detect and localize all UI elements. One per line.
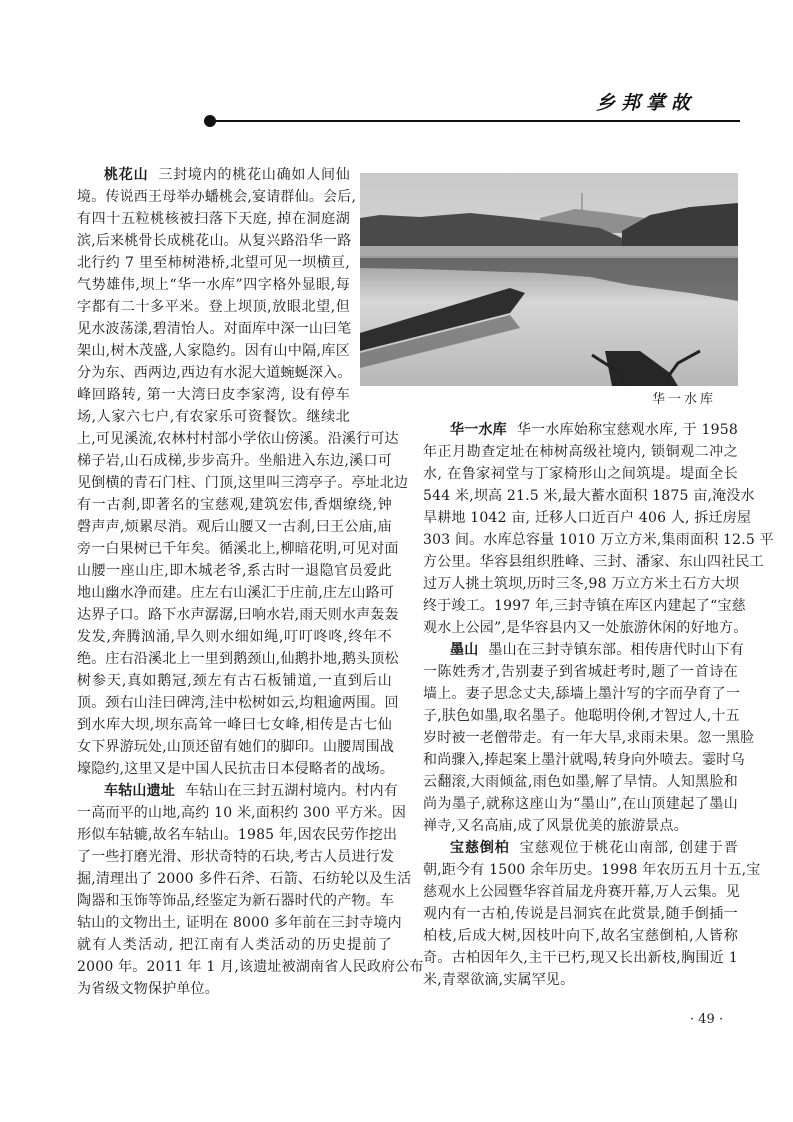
line-text: 墨山在三封寺镇东部。相传唐代时山下有 — [488, 642, 745, 658]
text-line — [77, 714, 392, 736]
text-line — [104, 780, 398, 802]
line-text: 到水库大坝,坝东高耸一峰曰七女峰,相传是古七仙 — [77, 717, 392, 733]
line-text: 梯子岩,山石成梯,步步高升。坐船进入东边,溪口可 — [77, 453, 392, 469]
line-text: 顶。颈右山洼曰碑湾,洼中松树如云,均粗逾两围。回 — [77, 695, 399, 711]
text-line — [77, 912, 402, 934]
line-text: 旱耕地 1042 亩, 迁移人口近百户 406 人, 拆迁房屋 — [423, 510, 752, 526]
section-heading: 宝慈倒柏 — [450, 840, 510, 856]
line-text: 山腰一座山庄,即木城老爷,系古时一退隐官员爱此 — [77, 563, 392, 579]
text-line — [423, 705, 738, 727]
text-line — [77, 318, 350, 340]
line-text: 过万人挑土筑坝,历时三冬,98 万立方米土石方大坝 — [423, 576, 740, 592]
text-line — [423, 661, 738, 683]
text-line — [423, 969, 738, 991]
line-text: 宝慈观位于桃花山南部, 创建于晋 — [519, 840, 738, 856]
line-text: 544 米,坝高 21.5 米,最大蓄水面积 1875 亩,淹没水 — [423, 488, 755, 504]
reservoir-photo — [360, 173, 738, 386]
line-text: 形似车轱辘,故名车轱山。1985 年,因农民劳作挖出 — [77, 827, 398, 843]
column-title: 乡邦掌故 — [596, 92, 697, 114]
line-text: 墙上。妻子思念丈夫,舔墙上墨汁写的字而孕育了一 — [423, 686, 741, 702]
line-text: 2000 年。2011 年 1 月,该遗址被湖南省人民政府公布 — [77, 959, 424, 975]
line-text: 三封境内的桃花山确如人间仙 — [158, 167, 350, 183]
text-line — [423, 749, 745, 771]
line-text: 观水上公园”,是华容县内又一处旅游休闲的好地方。 — [423, 620, 748, 636]
text-line — [423, 573, 738, 595]
line-text: 一陈姓秀才,告别妻子到省城赶考时,题了一首诗在 — [423, 664, 738, 680]
text-line — [423, 485, 755, 507]
header-rule — [210, 120, 740, 122]
text-line — [77, 296, 350, 318]
text-line — [423, 683, 741, 705]
text-line — [77, 516, 392, 538]
text-line — [77, 406, 350, 428]
text-line — [77, 472, 409, 494]
line-text: 为省级文物保护单位。 — [77, 981, 219, 997]
text-line — [77, 582, 395, 604]
section-heading: 车轱山遗址 — [104, 783, 175, 799]
text-line — [77, 428, 399, 450]
line-text: 了一些打磨光滑、形状奇特的石块,考古人员进行发 — [77, 849, 395, 865]
text-line — [423, 815, 738, 837]
line-text: 朝,距今有 1500 余年历史。1998 年农历五月十五,宝 — [423, 862, 761, 878]
line-text: 分为东、西两边,西边有水泥大道蜿蜒深入。 — [77, 365, 352, 381]
text-line — [423, 529, 774, 551]
text-line — [77, 978, 392, 1000]
text-line — [77, 560, 392, 582]
line-text: 303 间。水库总容量 1010 万立方米,集雨面积 12.5 平 — [423, 532, 774, 548]
text-line — [77, 450, 392, 472]
page-number: · 49 · — [690, 1012, 724, 1027]
section-heading: 桃花山 — [104, 167, 149, 183]
line-text: 发发,奔腾汹涌,旱久则水细如绳,叮叮咚咚,终年不 — [77, 629, 392, 645]
text-line — [77, 890, 395, 912]
text-line — [77, 956, 424, 978]
text-line — [423, 441, 738, 463]
text-line — [77, 824, 398, 846]
text-line — [450, 639, 745, 661]
line-text: 见水波荡漾,碧清怡人。对面库中深一山曰笔 — [77, 321, 352, 337]
text-line — [104, 164, 350, 186]
text-line — [77, 186, 357, 208]
line-text: 有四十五粒桃核被扫落下天庭, 掉在洞庭湖 — [77, 211, 350, 227]
text-line — [77, 384, 350, 406]
text-line — [77, 274, 350, 296]
text-line — [77, 626, 392, 648]
text-line — [77, 340, 350, 362]
line-text: 架山,树木茂盛,人家隐约。因有山中隔,库区 — [77, 343, 350, 359]
text-line — [77, 604, 399, 626]
text-line — [77, 362, 350, 384]
line-text: 磬声声,烦累尽消。观后山腰又一古刹,曰王公庙,庙 — [77, 519, 392, 535]
text-line — [77, 538, 399, 560]
line-text: 境。传说西王母举办蟠桃会,宴请群仙。会后, — [77, 189, 357, 205]
line-text: 和尚骤入,捧起案上墨汁就喝,转身向外喷去。霎时乌 — [423, 752, 745, 768]
section-heading: 墨山 — [450, 642, 479, 658]
line-text: 禅寺,又名高庙,成了风景优美的旅游景点。 — [423, 818, 688, 834]
text-line — [423, 903, 738, 925]
line-text: 岁时被一老僧带走。有一年大旱,求雨未果。忽一黑脸 — [423, 730, 755, 746]
line-text: 陶器和玉饰等饰品,经鉴定为新石器时代的产物。车 — [77, 893, 395, 909]
line-text: 旁一白果树已千年矣。循溪北上,柳暗花明,可见对面 — [77, 541, 399, 557]
line-text: 柏枝,后成大树,因枝叶向下,故名宝慈倒柏,人皆称 — [423, 928, 738, 944]
photo-caption: 华一水库 — [652, 392, 717, 407]
text-line — [77, 494, 392, 516]
line-text: 壕隐约,这里又是中国人民抗击日本侵略者的战场。 — [77, 761, 395, 777]
line-text: 华一水库始称宝慈观水库, 于 1958 — [516, 422, 738, 438]
text-line — [77, 230, 350, 252]
line-text: 慈观水上公园暨华容首届龙舟赛开幕,万人云集。见 — [423, 884, 741, 900]
text-line — [423, 947, 738, 969]
text-line — [423, 881, 741, 903]
text-line — [77, 692, 399, 714]
line-text: 女下界游玩处,山顶还留有她们的脚印。山腰周围战 — [77, 739, 395, 755]
text-line — [77, 252, 350, 274]
text-line — [423, 551, 764, 573]
line-text: 掘,清理出了 2000 多件石斧、石箭、石纺轮以及生活 — [77, 871, 412, 887]
text-line — [423, 925, 738, 947]
line-text: 车轱山在三封五湖村境内。村内有 — [185, 783, 398, 799]
text-line — [450, 837, 738, 859]
line-text: 绝。庄右沿溪北上一里到鹅颈山,仙鹅扑地,鹅头顶松 — [77, 651, 399, 667]
text-line — [77, 670, 392, 692]
text-line — [423, 617, 748, 639]
line-text: 见倒横的青石门柱、门顶,这里叫三湾亭子。亭址北边 — [77, 475, 409, 491]
text-line — [423, 463, 738, 485]
text-line — [423, 507, 752, 529]
text-line — [77, 758, 395, 780]
line-text: 气势雄伟,坝上“华一水库”四字格外显眼,每 — [77, 277, 350, 293]
line-text: 方公里。华容县组织胜峰、三封、潘家、东山四社民工 — [423, 554, 764, 570]
text-line — [77, 802, 407, 824]
line-text: 子,肤色如墨,取名墨子。他聪明伶俐,才智过人,十五 — [423, 708, 740, 724]
line-text: 就有人类活动, 把江南有人类活动的历史提前了 — [77, 937, 392, 953]
line-text: 一高而平的山地,高约 10 米,面积约 300 平方米。因 — [77, 805, 407, 821]
line-text: 字都有二十多平米。登上坝顶,放眼北望,但 — [77, 299, 350, 315]
line-text: 峰回路转, 第一大湾曰皮李家湾, 设有停车 — [77, 387, 350, 403]
line-text: 水, 在鲁家祠堂与丁家椅形山之间筑堤。堤面全长 — [423, 466, 738, 482]
text-line — [423, 859, 761, 881]
line-text: 尚为墨子,就称这座山为“墨山”,在山顶建起了墨山 — [423, 796, 738, 812]
line-text: 树参天,真如鹅冠,颈左有古石板铺道,一直到后山 — [77, 673, 392, 689]
text-line — [77, 934, 392, 956]
text-line — [423, 771, 738, 793]
line-text: 上,可见溪流,农林村村部小学依山傍溪。沿溪行可达 — [77, 431, 399, 447]
text-line — [77, 846, 395, 868]
text-line — [77, 868, 412, 890]
text-line — [423, 595, 746, 617]
line-text: 终于竣工。1997 年,三封寺镇在库区内建起了“宝慈 — [423, 598, 746, 614]
line-text: 云翻滚,大雨倾盆,雨色如墨,解了旱情。人知黑脸和 — [423, 774, 738, 790]
text-line — [423, 793, 738, 815]
line-text: 米,青翠欲滴,实属罕见。 — [423, 972, 575, 988]
text-line — [77, 208, 350, 230]
text-line — [77, 648, 399, 670]
line-text: 北行约 7 里至柿树港桥,北望可见一坝横亘, — [77, 255, 350, 271]
line-text: 有一古刹,即著名的宝慈观,建筑宏伟,香烟缭绕,钟 — [77, 497, 392, 513]
section-heading: 华一水库 — [450, 422, 507, 438]
text-line — [77, 736, 395, 758]
line-text: 轱山的文物出土, 证明在 8000 多年前在三封寺境内 — [77, 915, 402, 931]
line-text: 观内有一古柏,传说是吕洞宾在此赏景,随手倒插一 — [423, 906, 738, 922]
line-text: 奇。古柏因年久,主干已朽,现又长出新枝,胸围近 1 — [423, 950, 738, 966]
line-text: 滨,后来桃骨长成桃花山。从复兴路沿华一路 — [77, 233, 352, 249]
line-text: 地山幽水净而建。庄左右山溪汇于庄前,庄左山路可 — [77, 585, 395, 601]
text-line — [423, 727, 755, 749]
line-text: 场,人家六七户,有农家乐可资餐饮。继续北 — [77, 409, 350, 425]
text-line — [450, 419, 738, 441]
line-text: 年正月勘查定址在柿树高级社境内, 锁铜观二冲之 — [423, 444, 738, 460]
line-text: 达界子口。路下水声潺潺,曰响水岩,雨天则水声轰轰 — [77, 607, 399, 623]
